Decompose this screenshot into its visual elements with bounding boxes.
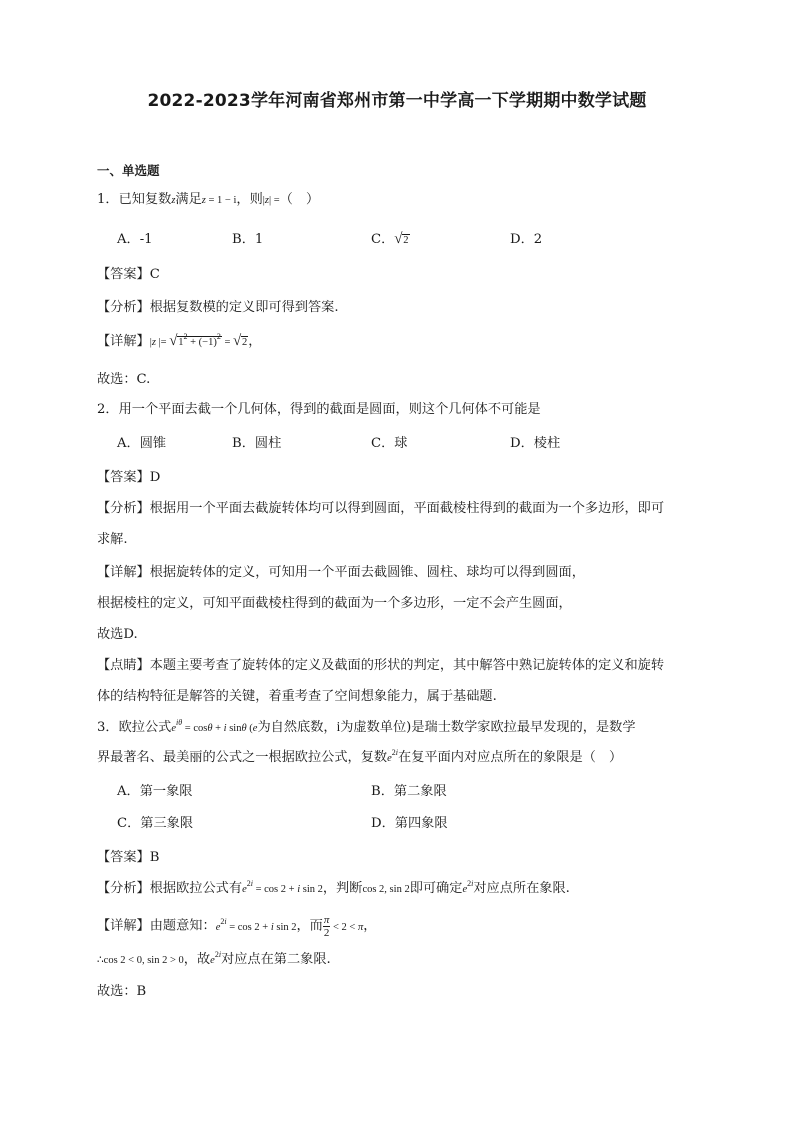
q3-answer: 【答案】B	[97, 850, 160, 865]
q2-comment-line-1: 【点睛】本题主要考查了旋转体的定义及截面的形状的判定，其中解答中熟记旋转体的定义和旋转	[97, 658, 665, 673]
q2-conclusion: 故选D.	[97, 627, 138, 642]
q1-formula: |z |= √ $1^2 + (-1)^2$ = √ 2	[149, 332, 248, 349]
euler-formula: $e^{i\theta} = \cos\theta + i$ sinθ (e	[171, 718, 258, 734]
q2-analysis-line-1: 【分析】根据用一个平面去截旋转体均可以得到圆面，平面截棱柱得到的截面为一个多边形，即可	[97, 501, 665, 516]
q3-stem-line-2: 界最著名、最美丽的公式之一根据欧拉公式，复数$e^{2i}$在复平面内对应点所在的象限是（ ）	[97, 748, 623, 765]
page-title: 2022-2023学年河南省郑州市第一中学高一下学期期中数学试题	[147, 91, 647, 111]
q2-option-a: A．圆锥	[117, 436, 167, 451]
q3-detail-line-2: ∴cos 2 < 0, sin 2 > 0，故$e^{2i}$对应点在第二象限.	[97, 950, 331, 967]
q1-analysis: 【分析】根据复数模的定义即可得到答案.	[97, 300, 339, 315]
q2-detail-line-2: 根据棱柱的定义，可知平面截棱柱得到的截面为一个多边形，一定不会产生圆面，	[97, 596, 572, 611]
q3-option-b: B．第二象限	[371, 784, 447, 799]
sqrt-expression: √ 2	[394, 231, 409, 247]
inequality-expression: $\frac{\pi}{2}$ < 2 < π	[323, 914, 364, 939]
q2-comment-line-2: 体的结构特征是解答的关键，着重考查了空间想象能力，属于基础题.	[97, 689, 497, 704]
q2-answer: 【答案】D	[97, 470, 161, 485]
q2-stem: 2．用一个平面去截一个几何体，得到的截面是圆面，则这个几何体不可能是	[97, 402, 541, 417]
q1-option-b: B．1	[232, 232, 264, 247]
q3-conclusion: 故选：B	[97, 984, 147, 999]
q3-option-d: D．第四象限	[371, 816, 448, 831]
q3-detail-line-1: 【详解】由题意知：$e^{2i} = \cos 2 + i$ sin 2，而 $\frac{\pi}{2}$ < 2 < π，	[97, 914, 377, 939]
q3-option-c: C．第三象限	[117, 816, 194, 831]
section-heading: 一、单选题	[97, 163, 160, 178]
q1-option-d: D．2	[510, 232, 543, 247]
q1-conclusion: 故选：C.	[97, 372, 151, 387]
q1-option-c: C． √ 2	[371, 230, 410, 251]
q1-detail: 【详解】|z |= √ $1^2 + (-1)^2$ = √ 2，	[97, 332, 262, 349]
q1-stem: 1．已知复数z满足z = 1 − i，则|z| =（ ）	[97, 192, 320, 207]
q2-option-b: B．圆柱	[232, 436, 282, 451]
q2-option-d: D．棱柱	[510, 436, 561, 451]
q2-option-c: C．球	[371, 436, 408, 451]
q2-analysis-line-2: 求解.	[97, 532, 128, 547]
q3-stem-line-1: 3．欧拉公式$e^{i\theta} = \cos\theta + i$ sinθ (e为自然底数，i为虚数单位)是瑞士数学家欧拉最早发现的，是数学	[97, 718, 636, 735]
q3-option-a: A．第一象限	[117, 784, 193, 799]
q1-answer: 【答案】C	[97, 267, 160, 282]
q1-option-a: A．-1	[117, 232, 153, 247]
q3-analysis: 【分析】根据欧拉公式有$e^{2i} = \cos 2 + i$ sin 2，判断cos 2, sin 2即可确定$e^{2i}$对应点所在象限.	[97, 879, 570, 896]
q2-detail-line-1: 【详解】根据旋转体的定义，可知用一个平面去截圆锥、圆柱、球均可以得到圆面，	[97, 565, 585, 580]
